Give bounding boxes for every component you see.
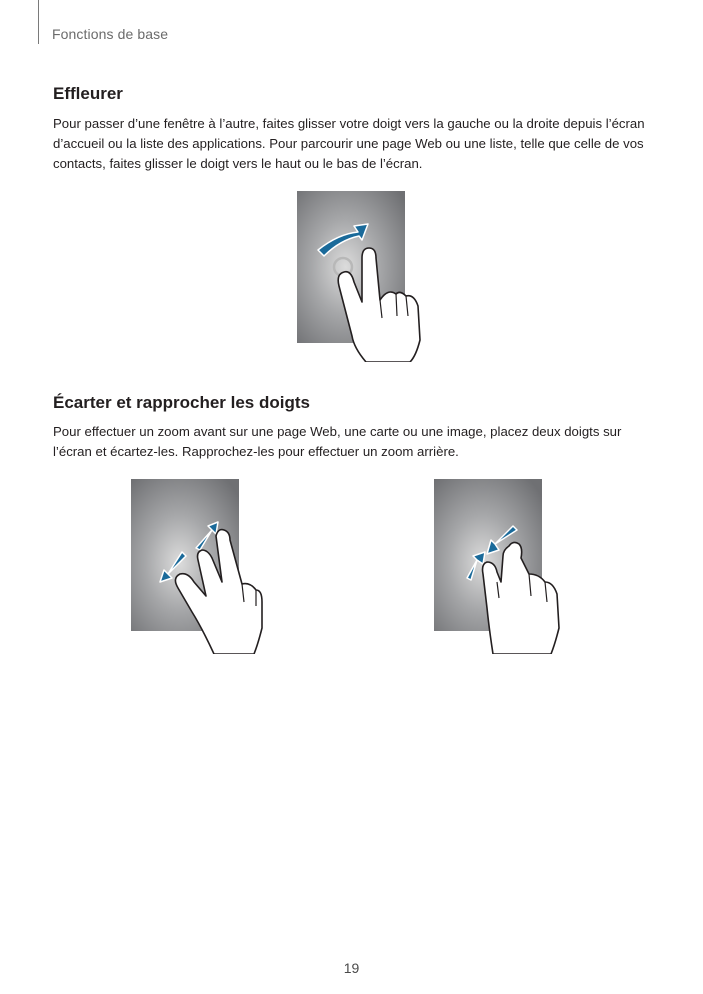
flick-gesture-icon	[296, 190, 426, 362]
page-number: 19	[343, 960, 360, 976]
section-title-flick: Effleurer	[53, 84, 123, 103]
section-title-pinch: Écarter et rapprocher les doigts	[53, 393, 310, 412]
header-rule	[38, 0, 39, 44]
section-body-pinch: Pour effectuer un zoom avant sur une page Web, une carte ou une image, placez deux doigts sur l’écran et écartez-les. Rapprochez-les pour effectuer un zoom arrière.	[53, 424, 622, 459]
spread-gesture-icon	[130, 478, 270, 654]
running-header: Fonctions de base	[52, 26, 169, 42]
section-body-flick: Pour passer d’une fenêtre à l’autre, faites glisser votre doigt vers la gauche ou la droite depuis l’écran d’accueil ou la liste des applications. Pour parcourir une page Web ou une liste, telle que celle de vos contacts, faites glisser le doigt vers le haut ou le bas de l’écran.	[53, 116, 645, 171]
pinch-gesture-icon	[433, 478, 573, 654]
